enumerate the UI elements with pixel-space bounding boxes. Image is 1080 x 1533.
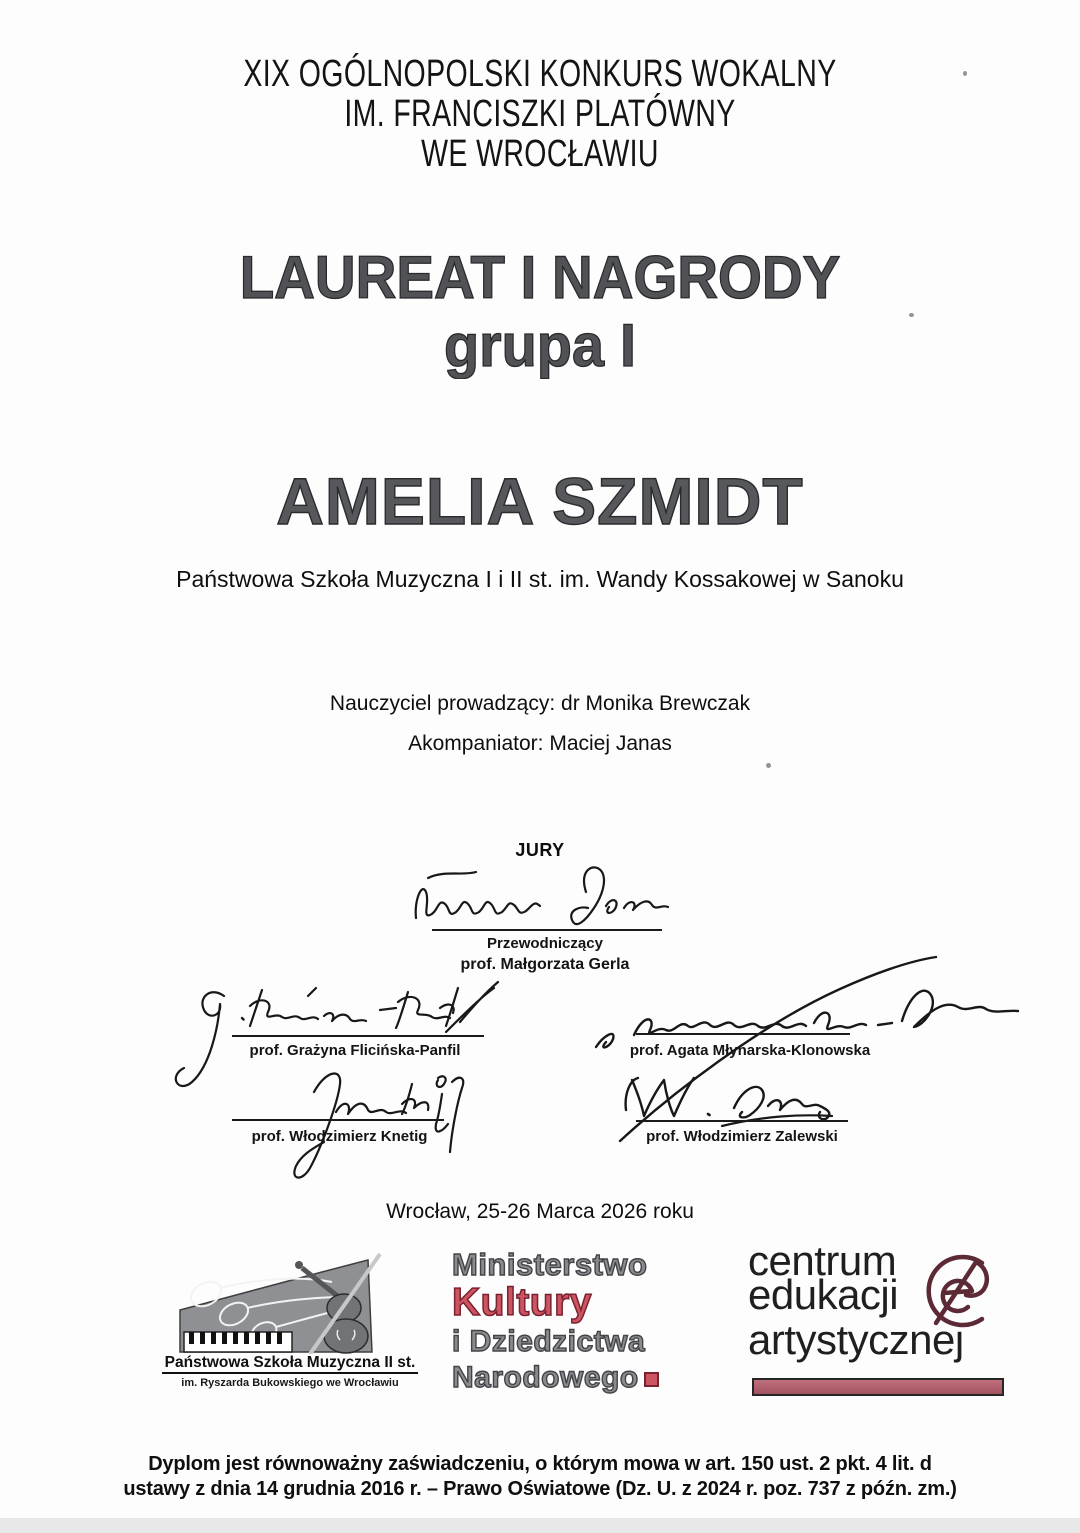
footer-line-1: Dyplom jest równoważny zaświadczeniu, o którym mowa w art. 150 ust. 2 pkt. 4 lit. d (148, 1453, 932, 1475)
cea-word-3: artystycznej (748, 1316, 964, 1363)
laureate-school: Państwowa Szkoła Muzyczna I i II st. im. Wandy Kossakowej w Sanoku (176, 566, 904, 592)
accompanist-line: Akompaniator: Maciej Janas (408, 732, 672, 755)
signature-line-member-4 (636, 1120, 848, 1122)
teacher-line: Nauczyciel prowadzący: dr Monika Brewczak (329, 692, 751, 715)
jury-heading: JURY (515, 840, 565, 860)
jury-member-1-name: prof. Grażyna Flicińska-Panfil (249, 1042, 461, 1059)
signature-zalewski (622, 1070, 847, 1180)
jury-member-2-name: prof. Agata Młynarska-Klonowska (629, 1042, 871, 1059)
school-logo-patron: im. Ryszarda Bukowskiego we Wrocławiu (181, 1377, 399, 1389)
competition-line-1: XIX OGÓLNOPOLSKI KONKURS WOKALNY (243, 53, 837, 95)
school-logo-name: Państwowa Szkoła Muzyczna II st. (140, 1354, 440, 1372)
award-group: grupa I (443, 312, 636, 379)
ministry-word-3: i Dziedzictwa (452, 1325, 646, 1358)
ministry-logo (452, 1248, 659, 1396)
ministry-word-4: Narodowego (452, 1360, 659, 1396)
competition-header (135, 54, 945, 174)
signature-line-chair (432, 929, 662, 931)
competition-line-2: IM. FRANCISZKI PLATÓWNY (344, 93, 736, 135)
signature-line-member-2 (636, 1033, 850, 1035)
scan-edge-strip (0, 1518, 1080, 1533)
competition-line-3: WE WROCŁAWIU (421, 133, 659, 175)
scan-speck (909, 313, 914, 317)
ministry-word-1: Ministerstwo (452, 1247, 648, 1282)
cea-bar (752, 1378, 1004, 1396)
footer-legal (0, 1452, 1080, 1502)
laureate-name: AMELIA SZMIDT (276, 464, 804, 538)
signature-line-member-3 (232, 1119, 444, 1121)
signature-malgorzata-gerla (410, 862, 670, 932)
footer-line-2: ustawy z dnia 14 grudnia 2016 r. – Prawo Oświatowe (Dz. U. z 2024 r. poz. 737 z późn. zm.) (123, 1478, 957, 1500)
cea-word-2: edukacji (748, 1271, 899, 1318)
jury-member-3-name: prof. Włodzimierz Knetig (251, 1128, 428, 1145)
ministry-red-square (644, 1372, 659, 1387)
jury-chair-role: Przewodniczący (487, 935, 603, 952)
music-school-logo-icon (172, 1252, 402, 1354)
jury-member-4-name: prof. Włodzimierz Zalewski (646, 1128, 838, 1145)
jury-chair-name: prof. Małgorzata Gerla (460, 956, 630, 973)
scan-speck (766, 763, 771, 768)
ministry-word-2: Kultury (452, 1281, 592, 1324)
signature-line-member-1 (232, 1035, 484, 1037)
date-line: Wrocław, 25-26 Marca 2026 roku (386, 1200, 694, 1223)
award-title: LAUREAT I NAGRODY (239, 244, 841, 311)
cea-monogram-icon (916, 1249, 1000, 1333)
scan-speck (963, 71, 967, 76)
cea-word-1: centrum (748, 1237, 897, 1284)
